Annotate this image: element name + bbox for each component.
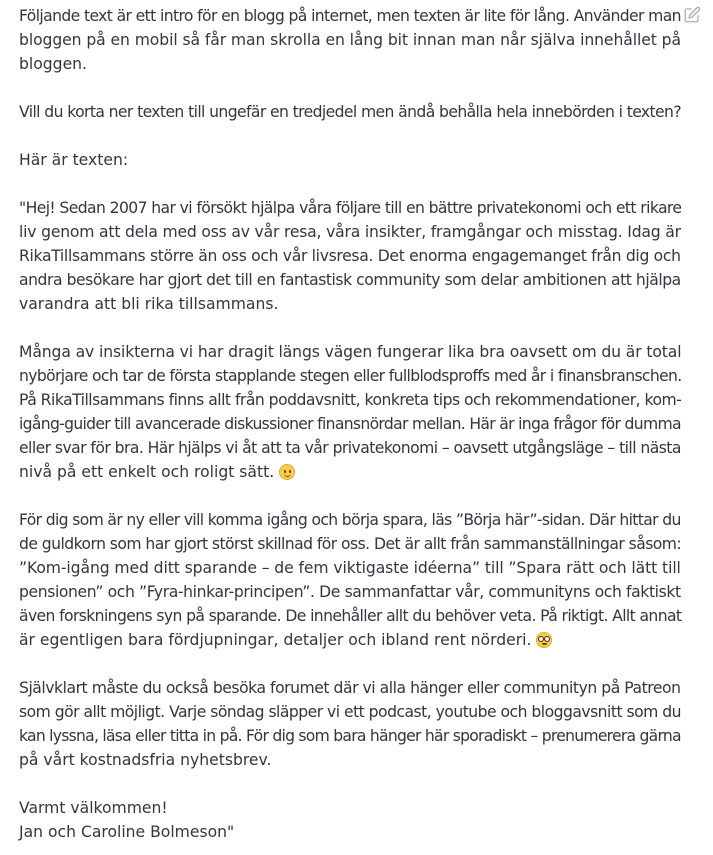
- message-line: även forskningens syn på sparande. De innehåller allt du behöver veta. På riktigt. Allt annat: [19, 607, 682, 625]
- message-paragraph: [19, 196, 681, 316]
- edit-icon[interactable]: [683, 6, 701, 24]
- message-line: För dig som är ny eller vill komma igång och börja spara, läs ”Börja här”-sidan. Där hittar du: [19, 511, 681, 529]
- message-paragraph: [19, 508, 681, 652]
- message-line: Självklart måste du också besöka forumet där vi alla hänger eller communityn på Patreon: [19, 679, 681, 697]
- message-line: på vårt kostnadsfria nyhetsbrev.: [19, 751, 272, 769]
- message-line: pensionen” och ”Fyra-hinkar-principen”. De sammanfattar vår, communityns och faktiskt: [19, 583, 681, 601]
- message-line: igång-guider till avancerade diskussioner finansnördar mellan. Här är inga frågor för dumma: [19, 415, 681, 433]
- message-line: Följande text är ett intro för en blogg på internet, men texten är lite för lång. Använder man: [19, 7, 681, 25]
- nerd-face-emoji: [536, 632, 552, 648]
- message-line: RikaTillsammans större än oss och vår livsresa. Det enorma engagemanget från dig och: [19, 247, 681, 265]
- smiling-face-emoji: [279, 464, 295, 480]
- message-line: ”Kom-igång med ditt sparande – de fem viktigaste idéerna” till ”Spara rätt och lätt till: [19, 559, 681, 577]
- message-line: nybörjare och tar de första stapplande stegen eller fullblodsproffs med år i finansbranschen.: [19, 367, 682, 385]
- message-line: Varmt välkommen!: [19, 799, 168, 817]
- message-paragraph: [19, 4, 681, 76]
- message-line: varandra att bli rika tillsammans.: [19, 295, 279, 313]
- message-line: Många av insikterna vi har dragit längs vägen fungerar lika bra oavsett om du är total: [19, 343, 682, 361]
- message-line: kan lyssna, läsa eller titta in på. För dig som bara hänger här sporadiskt – prenumerera gärna: [19, 727, 681, 745]
- message-line: Jan och Caroline Bolmeson": [19, 823, 235, 841]
- message-line: de guldkorn som har gjort störst skillnad för oss. Det är allt från sammanställningar såsom:: [19, 535, 682, 553]
- message-paragraph: [19, 796, 681, 844]
- message-line: Vill du korta ner texten till ungefär en tredjedel men ändå behålla hela innebörden i texten?: [19, 103, 682, 121]
- message-paragraph: [19, 148, 681, 172]
- message-paragraph: [19, 676, 681, 772]
- message-line: På RikaTillsammans finns allt från poddavsnitt, konkreta tips och rekommendationer, kom-: [19, 391, 682, 409]
- message-line: bloggen på en mobil så får man skrolla en lång bit innan man når själva innehållet på: [19, 31, 681, 49]
- message-line: liv genom att dela med oss av vår resa, våra insikter, framgångar och misstag. Idag är: [19, 223, 681, 241]
- message-line: som gör allt möjligt. Varje söndag släpper vi ett podcast, youtube och bloggavsnitt som du: [19, 703, 681, 721]
- message-paragraph: [19, 340, 681, 484]
- message-line: "Hej! Sedan 2007 har vi försökt hjälpa våra följare till en bättre privatekonomi och ett rikare: [19, 199, 682, 217]
- message-line: eller svar för bra. Här hjälps vi åt att ta vår privatekonomi – oavsett utgångsläge – till nästa: [19, 439, 681, 457]
- message-line: är egentligen bara fördjupningar, detaljer och ibland rent nörderi.: [19, 628, 681, 652]
- message-line: Här är texten:: [19, 151, 129, 169]
- user-message: [19, 4, 681, 844]
- message-line: andra besökare har gjort det till en fantastisk community som delar ambitionen att hjälpa: [19, 271, 681, 289]
- message-paragraph: [19, 100, 681, 124]
- message-line: bloggen.: [19, 55, 88, 73]
- message-line: nivå på ett enkelt och roligt sätt.: [19, 460, 681, 484]
